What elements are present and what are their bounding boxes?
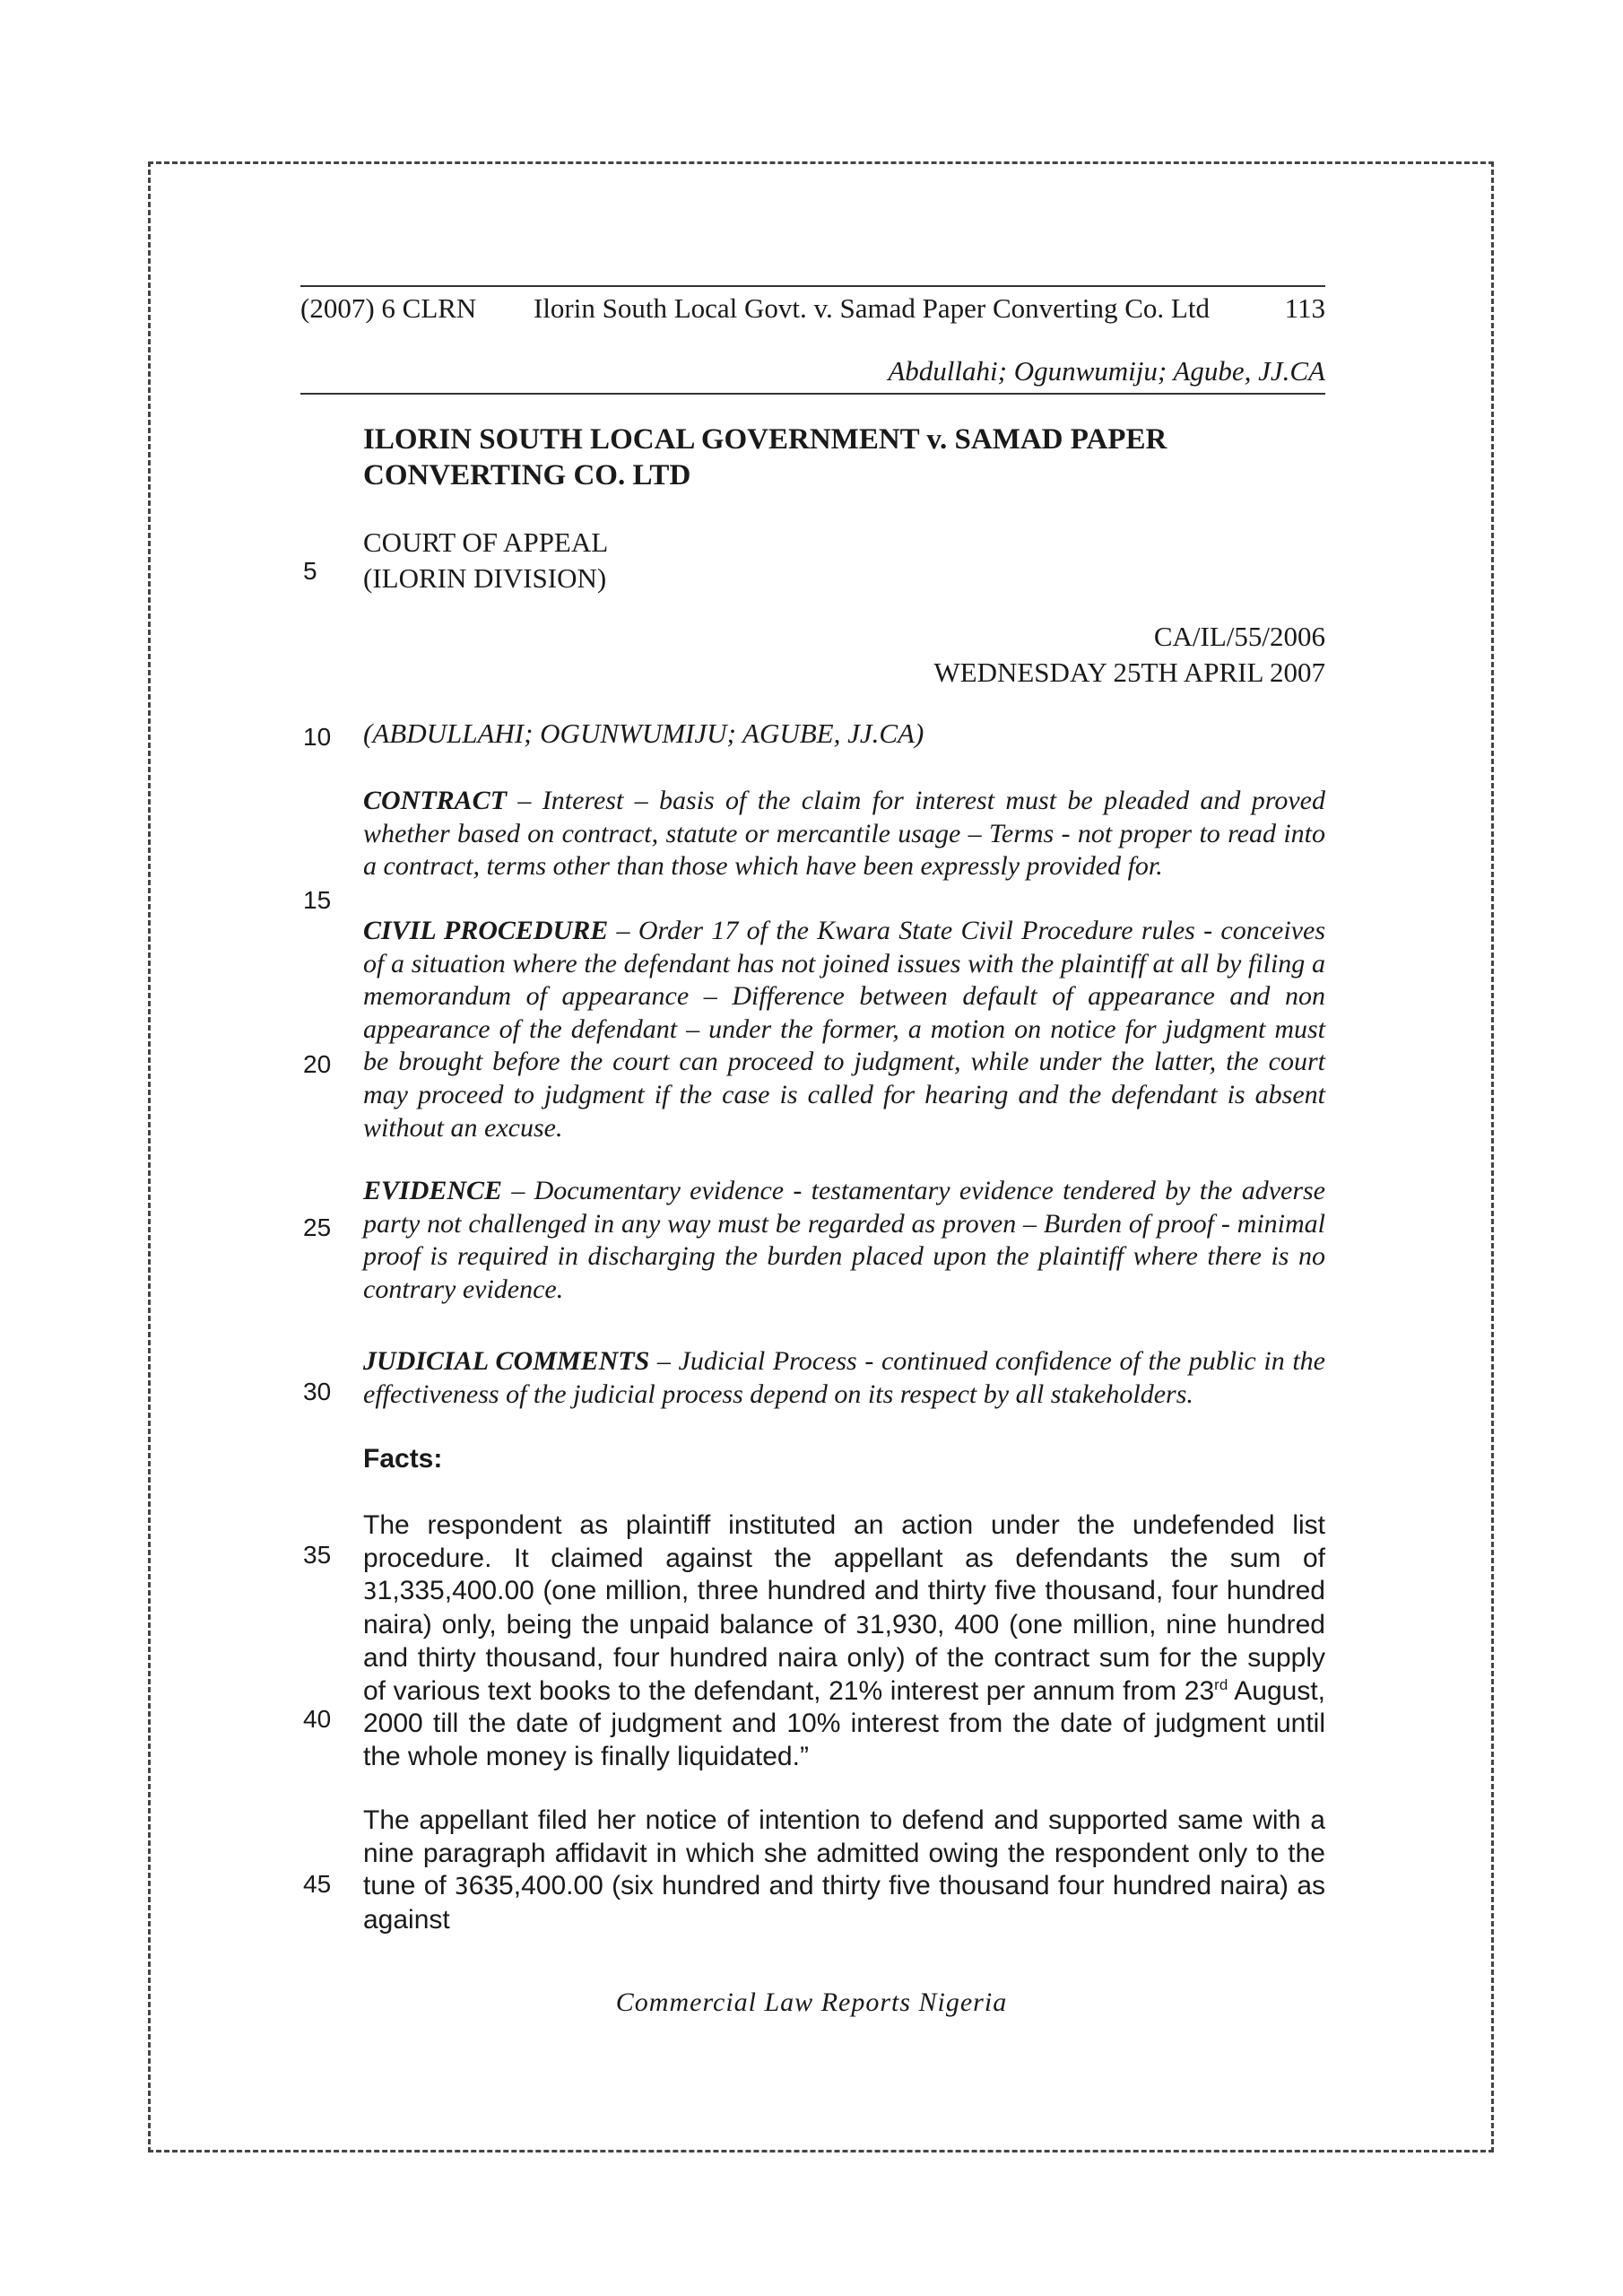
line-number: 35 [303,1541,332,1569]
header-case-name: Ilorin South Local Govt. v. Samad Paper Converting Co. Ltd [534,292,1210,324]
court-block [363,525,1325,596]
suit-number: CA/IL/55/2006 [1153,621,1325,652]
naira-symbol: 3 [363,1578,378,1605]
facts-paragraph [363,1805,1325,1936]
court-division: (ILORIN DIVISION) [363,562,607,594]
headnote-text: – Order 17 of the Kwara State Civil Procedure rules - conceives of a situation where the defendant has not joined issues with the plaintiff at all by filing a memorandum of appearance – Difference between default of appearance and non appearance of the defendant – under the former, a motion on notice for judgment must be brought before the court can proceed to judgment, while under the latter, the court may proceed to judgment if the case is called for hearing and the defendant is absent without an excuse. [363,916,1325,1143]
headnote-text: – Documentary evidence - testamentary evidence tendered by the adverse party not challenged in any way must be regarded as proven – Burden of proof - minimal proof is required in discharging the burden placed upon the plaintiff where there is no contrary evidence. [363,1176,1325,1304]
facts-heading: Facts: [363,1444,443,1474]
text-run: August, 2000 till the date of judgment and 10% interest from the date of judgment until the whole money is finally liquidated.” [363,1675,1325,1771]
judges-panel: (ABDULLAHI; OGUNWUMIJU; AGUBE, JJ.CA) [363,718,924,749]
headnote-subject: CONTRACT [363,786,508,815]
headnote-subject: EVIDENCE [363,1176,503,1205]
headnote-subject: CIVIL PROCEDURE [363,916,609,945]
line-number: 20 [303,1050,332,1078]
header-page-number: 113 [1284,292,1325,324]
headnote-subject: JUDICIAL COMMENTS [363,1346,650,1376]
running-header [300,285,1325,387]
headnote-text: – Interest – basis of the claim for interest must be pleaded and proved whether based on contract, statute or mercantile usage – Terms - not proper to read into a contract, terms other than those which have been expressly provided for. [363,786,1325,882]
header-rule [300,393,1325,395]
text-run: 1,930, 400 (one million, nine hundred and thirty thousand, four hundred naira only) of the contract sum for the supply of various text books to the defendant, 21% interest per annum from 23 [363,1609,1325,1706]
case-title: ILORIN SOUTH LOCAL GOVERNMENT v. SAMAD PAPER CONVERTING CO. LTD [363,423,1167,491]
naira-symbol: 3 [455,1874,469,1900]
headnote [363,785,1325,883]
header-judges: Abdullahi; Ogunwumiju; Agube, JJ.CA [888,355,1325,387]
facts-paragraph [363,1509,1325,1773]
page-footer: Commercial Law Reports Nigeria [615,1987,1008,2017]
text-run: 635,400.00 (six hundred and thirty five thousand four hundred naira) as against [363,1871,1326,1935]
ordinal-suffix: rd [1214,1675,1228,1693]
suit-block [363,619,1325,691]
headnote-text: – Judicial Process - continued confidence of the public in the effectiveness of the judicial process depend on its respect by all stakeholders. [363,1346,1325,1409]
line-number: 40 [303,1705,332,1733]
line-number: 45 [303,1870,332,1898]
header-citation: (2007) 6 CLRN [300,292,477,324]
text-run: The appellant filed her notice of intention to defend and supported same with a nine paragraph affidavit in which she admitted owing the respondent only to the tune of [363,1805,1325,1900]
line-number: 25 [303,1213,332,1241]
text-run: 1,335,400.00 (one million, three hundred and thirty five thousand, four hundred naira) only, being the unpaid balance of [363,1576,1325,1639]
naira-symbol: 3 [855,1612,870,1639]
headnote [363,1345,1325,1411]
text-run: The respondent as plaintiff instituted an action under the undefended list procedure. It claimed against the appellant as defendants the sum of [363,1510,1325,1573]
court-name: COURT OF APPEAL [363,526,609,558]
headnote [363,1175,1325,1306]
judgment-date: WEDNESDAY 25TH APRIL 2007 [933,657,1325,688]
line-number: 30 [303,1378,332,1405]
line-number: 5 [303,557,317,585]
headnote [363,915,1325,1144]
line-number: 15 [303,886,332,914]
line-number: 10 [303,723,332,751]
